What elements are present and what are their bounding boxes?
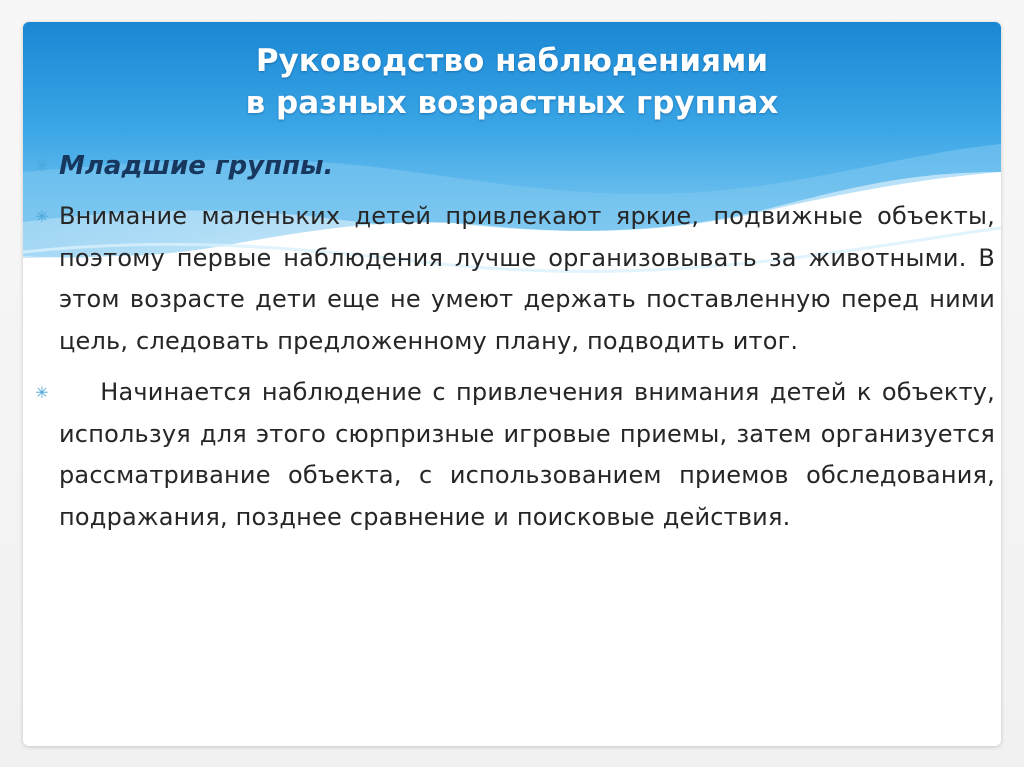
title-line-1: Руководство наблюдениями [255, 43, 769, 79]
slide-title [23, 40, 1001, 124]
paragraph-2: Начинается наблюдение с привлечения внимания детей к объекту, используя для этого сюрпризные игровые приемы, затем организуется рассматривание объекта, с использованием приемов обследования, подражания, позднее сравнение и поисковые действия. [59, 378, 995, 531]
paragraph-1: Внимание маленьких детей привлекают яркие, подвижные объекты, поэтому первые наблюдения лучше организовывать за животными. В этом возрасте дети еще не умеют держать поставленную перед ними цель, следовать предложенному плану, подводить итог. [59, 202, 995, 355]
asterisk-bullet-icon: ✳ [35, 383, 49, 402]
slide [23, 22, 1001, 746]
bullet-item-subhead [31, 146, 995, 186]
title-line-2: в разных возрастных группах [245, 85, 779, 121]
asterisk-bullet-icon: ✳ [35, 207, 49, 226]
bullet-item-paragraph-2 [31, 372, 995, 538]
bullet-item-paragraph-1 [31, 196, 995, 362]
slide-body [31, 146, 995, 538]
asterisk-bullet-icon: ✳ [35, 156, 49, 175]
section-subheading: Младшие группы. [59, 151, 334, 181]
